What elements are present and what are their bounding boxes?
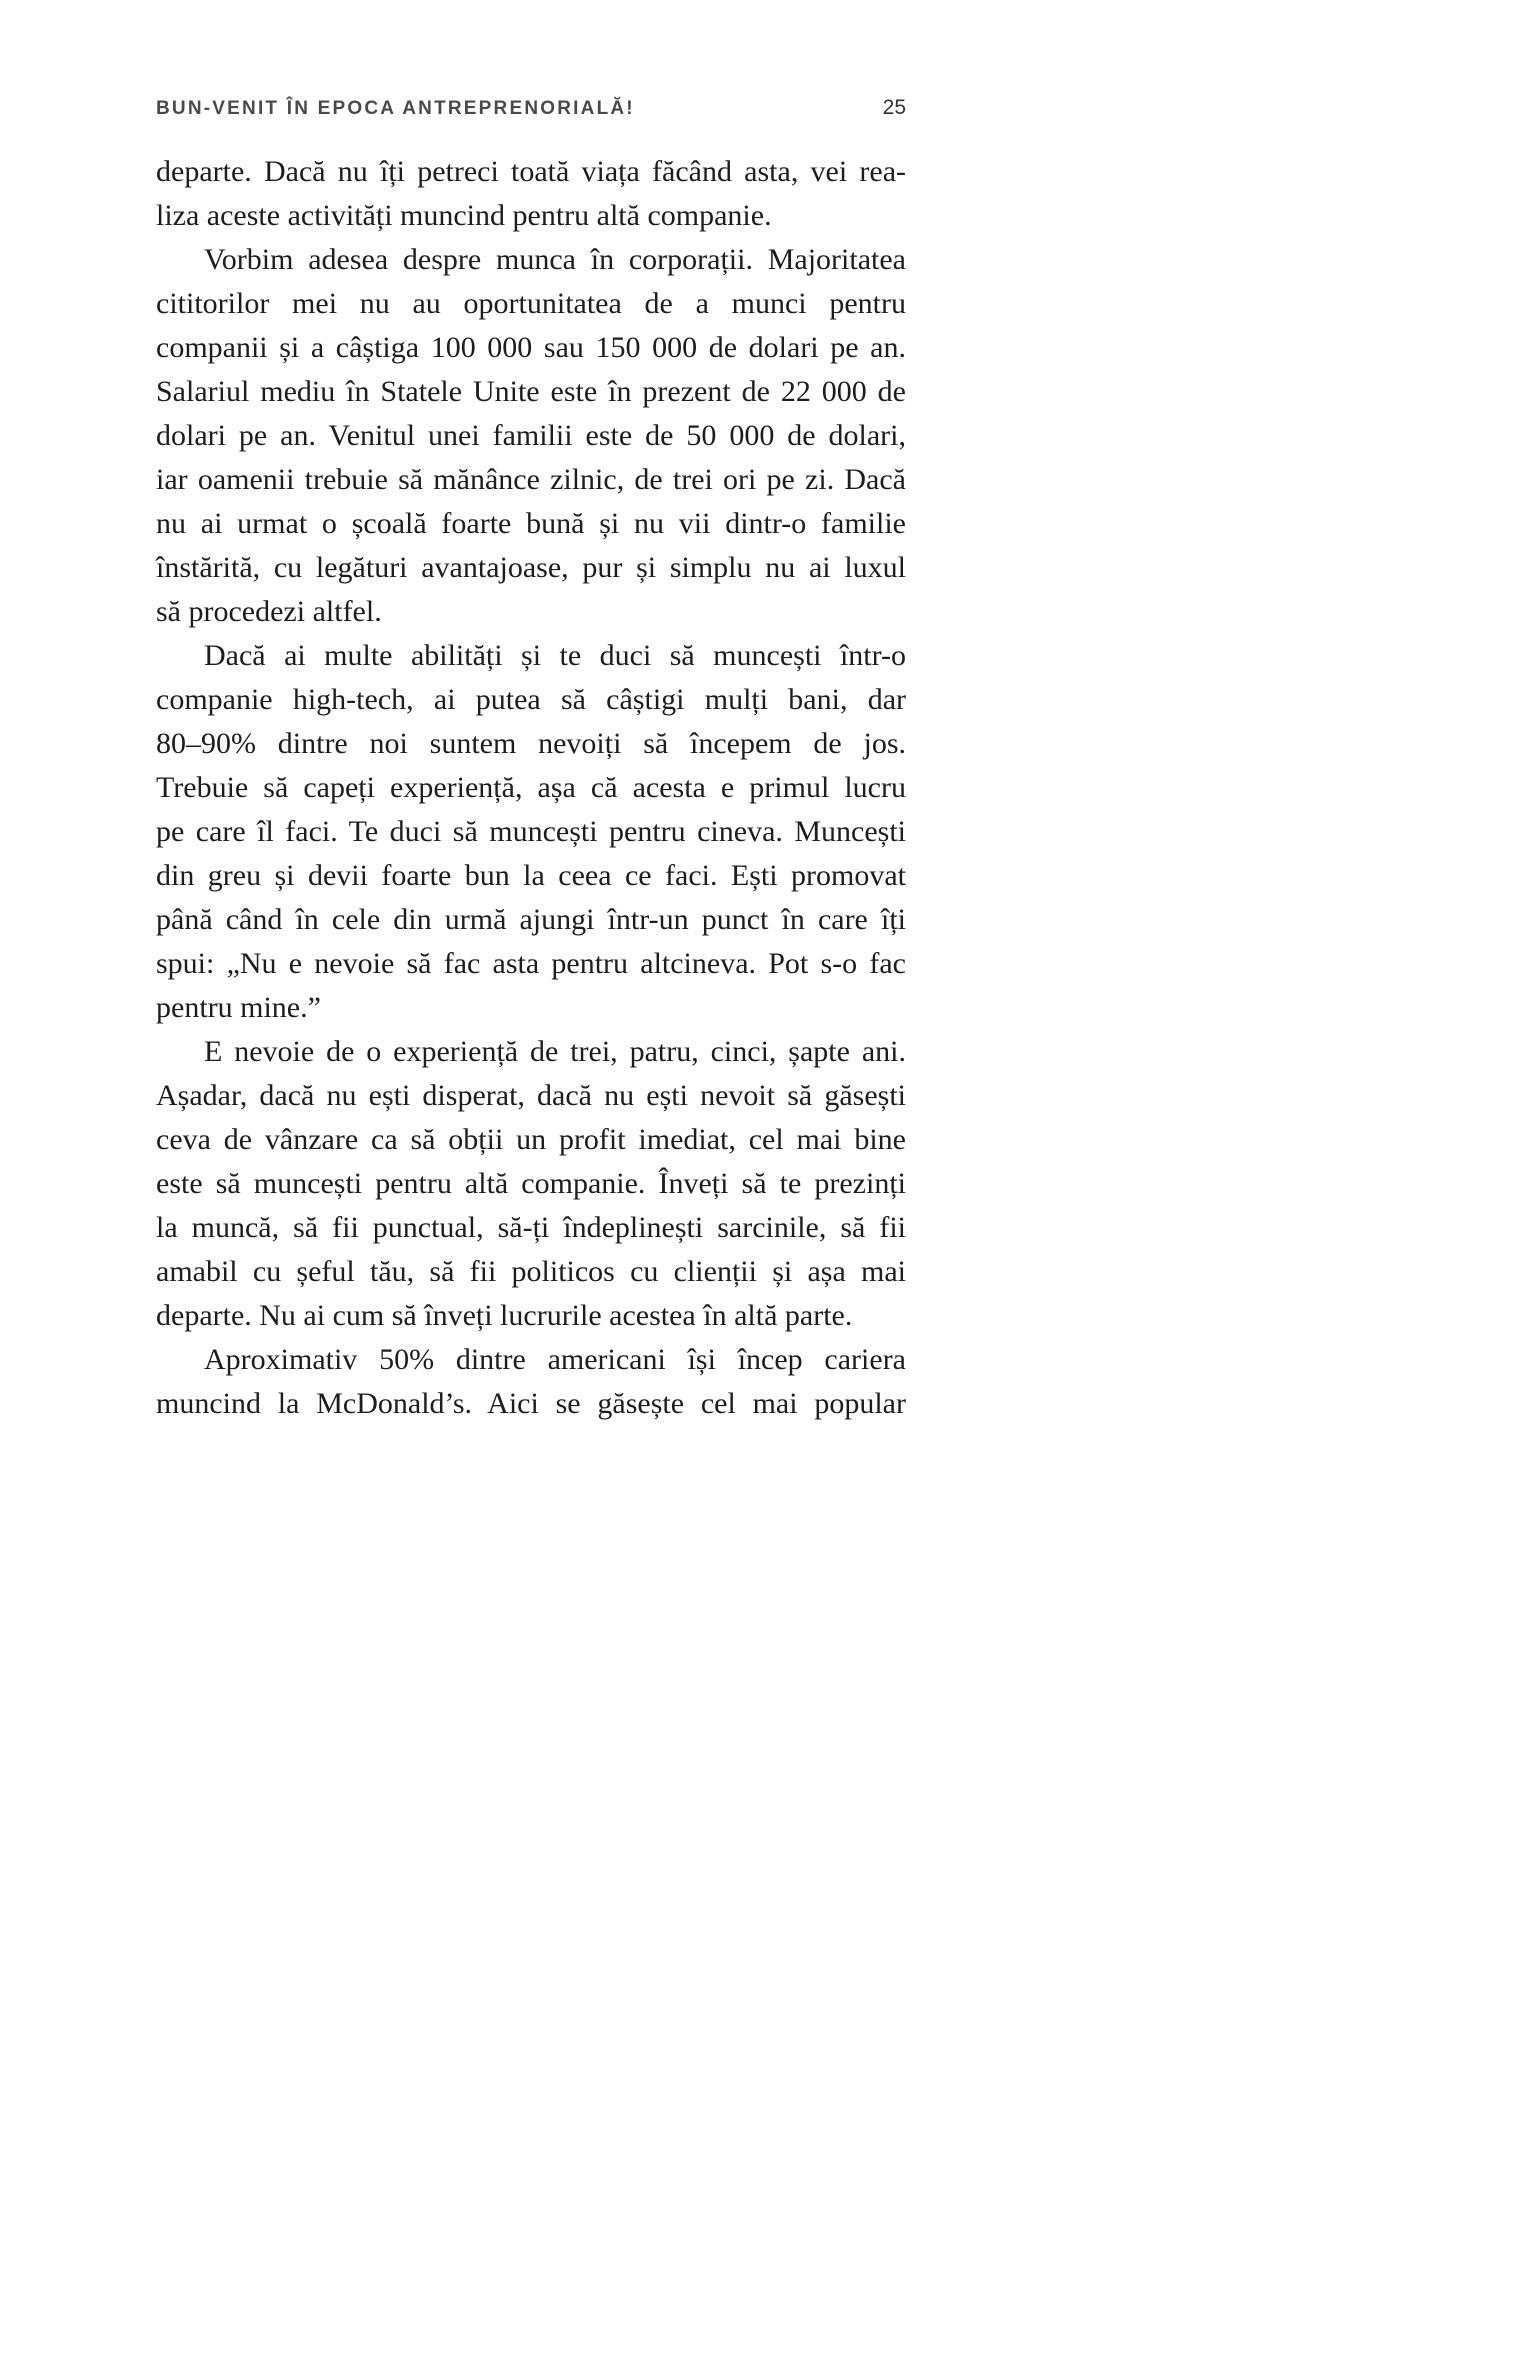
- text-line: Aproximativ 50% dintre americani își încep cariera: [204, 1343, 906, 1376]
- text-line: cititorilor mei nu au oportunitatea de a munci pentru: [156, 287, 906, 320]
- text-line: liza aceste activități muncind pentru altă companie.: [156, 199, 772, 232]
- text-line: Așadar, dacă nu ești disperat, dacă nu ești nevoit să găsești: [156, 1079, 906, 1112]
- text-line: să procedezi altfel.: [156, 595, 382, 628]
- text-line: companii și a câștiga 100 000 sau 150 000 de dolari pe an.: [156, 331, 906, 364]
- text-line: amabil cu șeful tău, să fii politicos cu clienții și așa mai: [156, 1255, 906, 1288]
- text-line: departe. Dacă nu îți petreci toată viața făcând asta, vei rea-: [156, 155, 906, 188]
- text-line: ceva de vânzare ca să obții un profit imediat, cel mai bine: [156, 1123, 906, 1156]
- text-line: muncind la McDonald’s. Aici se găsește cel mai popular: [156, 1387, 906, 1420]
- running-title: BUN-VENIT ÎN EPOCA ANTREPRENORIALĂ!: [156, 98, 635, 119]
- text-line: 80–90% dintre noi suntem nevoiți să începem de jos.: [156, 727, 906, 760]
- text-line: din greu și devii foarte bun la ceea ce faci. Ești promovat: [156, 859, 906, 892]
- text-line: dolari pe an. Venitul unei familii este de 50 000 de dolari,: [156, 419, 906, 452]
- paragraph: [156, 150, 906, 238]
- text-block: [156, 150, 906, 1426]
- text-line: spui: „Nu e nevoie să fac asta pentru altcineva. Pot s-o fac: [156, 947, 906, 980]
- paragraph: [156, 1030, 906, 1338]
- text-line: înstărită, cu legături avantajoase, pur și simplu nu ai luxul: [156, 551, 906, 584]
- text-line: Salariul mediu în Statele Unite este în prezent de 22 000 de: [156, 375, 906, 408]
- text-line: Trebuie să capeți experiență, așa că acesta e primul lucru: [156, 771, 906, 804]
- text-line: la muncă, să fii punctual, să-ți îndeplinești sarcinile, să fii: [156, 1211, 906, 1244]
- text-line: este să muncești pentru altă companie. Înveți să te prezinți: [156, 1167, 906, 1200]
- page-header: [156, 96, 906, 120]
- text-line: pe care îl faci. Te duci să muncești pentru cineva. Muncești: [156, 815, 906, 848]
- text-line: nu ai urmat o școală foarte bună și nu vii dintr-o familie: [156, 507, 906, 540]
- text-line: iar oamenii trebuie să mănânce zilnic, de trei ori pe zi. Dacă: [156, 463, 906, 496]
- text-line: Vorbim adesea despre munca în corporații. Majoritatea: [204, 243, 906, 276]
- paragraph: [156, 1338, 906, 1426]
- paragraph: [156, 634, 906, 1030]
- page-number: 25: [882, 96, 906, 119]
- text-line: companie high-tech, ai putea să câștigi mulți bani, dar: [156, 683, 906, 716]
- text-line: pentru mine.”: [156, 991, 321, 1024]
- text-line: Dacă ai multe abilități și te duci să muncești într-o: [204, 639, 906, 672]
- text-line: până când în cele din urmă ajungi într-un punct în care îți: [156, 903, 906, 936]
- text-line: E nevoie de o experiență de trei, patru, cinci, șapte ani.: [204, 1035, 906, 1068]
- text-line: departe. Nu ai cum să înveți lucrurile acestea în altă parte.: [156, 1299, 853, 1332]
- page-content: [156, 96, 906, 1426]
- paragraph: [156, 238, 906, 634]
